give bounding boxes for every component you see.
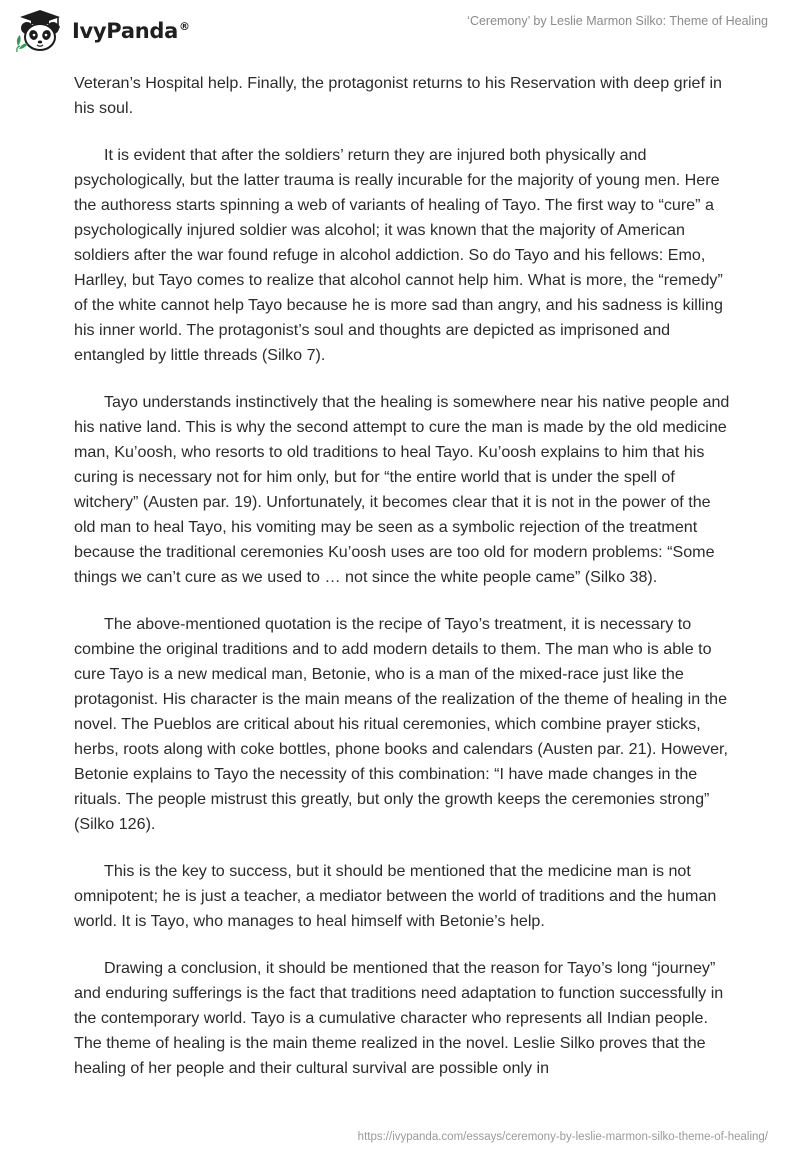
paragraph-1: Veteran’s Hospital help. Finally, the protagonist returns to his Reservation with deep grief in his soul. — [74, 74, 722, 117]
registered-mark: ® — [178, 20, 190, 33]
brand-logo-link[interactable] — [14, 8, 190, 54]
brand-name-text: IvyPanda — [72, 19, 178, 43]
page-header — [0, 0, 800, 62]
paragraph-4: The above-mentioned quotation is the recipe of Tayo’s treatment, it is necessary to combine the original traditions and to add modern details to them. The man who is able to cure Tayo is a new medical man, Betonie, who is a man of the mixed-race just like the protagonist. His character is the main means of the realization of the theme of healing in the novel. The Pueblos are critical about his ritual ceremonies, which combine prayer sticks, herbs, roots along with coke bottles, phone books and calendars (Austen par. 21). However, Betonie explains to Tayo the necessity of this combination: “I have made changes in the rituals. The people mistrust this greatly, but only the growth keeps the ceremonies strong” (Silko 126). — [74, 615, 728, 833]
paragraph-6: Drawing a conclusion, it should be mentioned that the reason for Tayo’s long “journey” and enduring sufferings is the fact that traditions need adaptation to function successfully in the contemporary world. Tayo is a cumulative character who represents all Indian people. The theme of healing is the main theme realized in the novel. Leslie Silko proves that the healing of her people and their cultural survival are possible only in — [74, 959, 724, 1077]
source-url-link[interactable]: https://ivypanda.com/essays/ceremony-by-leslie-marmon-silko-theme-of-healing/ — [357, 1131, 768, 1143]
panda-logo-icon — [14, 8, 66, 54]
paragraph-3: Tayo understands instinctively that the healing is somewhere near his native people and his native land. This is why the second attempt to cure the man is made by the old medicine man, Ku’oosh, who resorts to old traditions to heal Tayo. Ku’oosh explains to him that his curing is necessary not for him only, but for “the entire world that is under the spell of witchery” (Austen par. 19). Unfortunately, it becomes clear that it is not in the power of the old man to heal Tayo, his vomiting may be seen as a symbolic rejection of the treatment because the traditional ceremonies Ku’oosh uses are too old for modern problems: “Some things we can’t cure as we used to … not since the white people came” (Silko 38). — [74, 393, 730, 586]
essay-body — [74, 71, 734, 1103]
paragraph-5: This is the key to success, but it should be mentioned that the medicine man is not omnipotent; he is just a teacher, a mediator between the world of traditions and the human world. It is Tayo, who manages to heal himself with Betonie’s help. — [74, 862, 717, 930]
brand-name — [72, 19, 190, 43]
paragraph-2: It is evident that after the soldiers’ return they are injured both physically and psychologically, but the latter trauma is really incurable for the majority of young men. Here the authoress starts spinning a web of variants of healing of Tayo. The first way to “cure” a psychologically injured soldier was alcohol; it was known that the majority of American soldiers after the war found refuge in alcohol addiction. So do Tayo and his fellows: Emo, Harlley, but Tayo comes to realize that alcohol cannot help him. What is more, the “remedy” of the white cannot help Tayo because he is more sad than angry, and his sadness is killing his inner world. The protagonist’s soul and thoughts are depicted as imprisoned and entangled by little threads (Silko 7). — [74, 146, 723, 364]
document-title: ‘Ceremony’ by Leslie Marmon Silko: Theme of Healing — [467, 14, 768, 28]
